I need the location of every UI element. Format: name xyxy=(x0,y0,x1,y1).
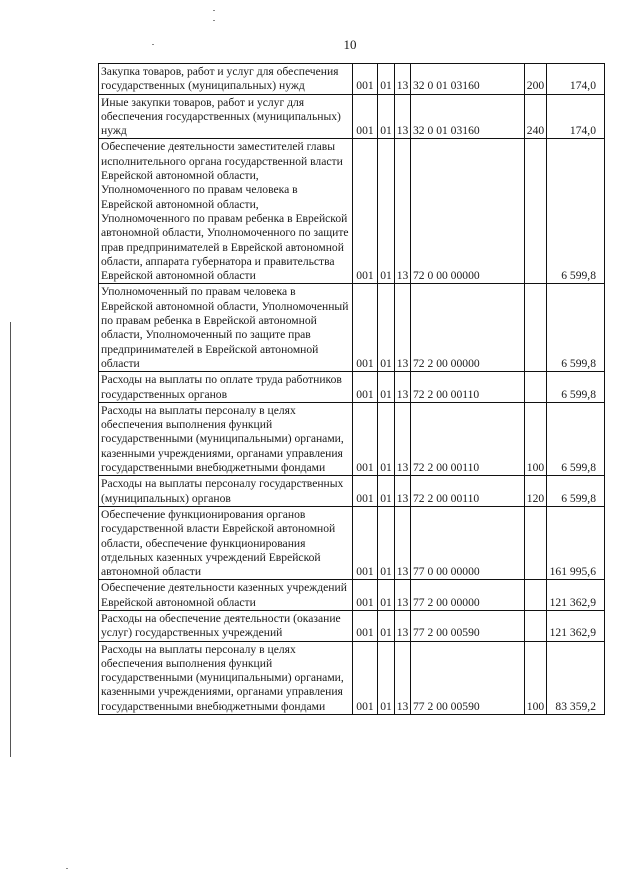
row-section-code: 01 xyxy=(378,402,395,475)
row-admin-code: 001 xyxy=(353,94,378,139)
table-row xyxy=(99,284,605,372)
budget-table xyxy=(98,63,605,715)
row-target-article: 72 2 00 00110 xyxy=(411,372,525,403)
row-amount: 121 362,9 xyxy=(547,610,605,641)
row-subsection-code: 13 xyxy=(395,284,411,372)
row-amount: 161 995,6 xyxy=(547,506,605,579)
row-target-article: 77 2 00 00590 xyxy=(411,641,525,714)
row-expense-type xyxy=(525,284,547,372)
row-admin-code: 001 xyxy=(353,506,378,579)
table-row xyxy=(99,610,605,641)
row-expense-type xyxy=(525,610,547,641)
row-amount: 174,0 xyxy=(547,94,605,139)
row-section-code: 01 xyxy=(378,610,395,641)
row-section-code: 01 xyxy=(378,64,395,95)
row-admin-code: 001 xyxy=(353,139,378,284)
row-expense-type xyxy=(525,580,547,611)
row-amount: 6 599,8 xyxy=(547,476,605,507)
table-row xyxy=(99,64,605,95)
row-section-code: 01 xyxy=(378,372,395,403)
row-subsection-code: 13 xyxy=(395,64,411,95)
row-section-code: 01 xyxy=(378,580,395,611)
table-row xyxy=(99,402,605,475)
scan-edge-line xyxy=(10,322,11,757)
row-name: Расходы на выплаты персоналу в целях обеспечения выполнения функций государственными (муниципальными) органами, казенными учреждениями, органами управления государственными внебюджетными фондами xyxy=(99,641,353,714)
row-section-code: 01 xyxy=(378,641,395,714)
row-admin-code: 001 xyxy=(353,580,378,611)
row-name: Обеспечение деятельности казенных учреждений Еврейской автономной области xyxy=(99,580,353,611)
table-row xyxy=(99,94,605,139)
row-expense-type xyxy=(525,506,547,579)
row-amount: 6 599,8 xyxy=(547,139,605,284)
row-admin-code: 001 xyxy=(353,610,378,641)
row-target-article: 32 0 01 03160 xyxy=(411,64,525,95)
row-target-article: 77 2 00 00590 xyxy=(411,610,525,641)
row-expense-type xyxy=(525,372,547,403)
row-section-code: 01 xyxy=(378,506,395,579)
row-name: Обеспечение деятельности заместителей главы исполнительного органа государственной власти Еврейской автономной области, Уполномоченного по правам человека в Еврейской автономной области, Уполномоченного по правам ребенка в Еврейской автономной области, Уполномоченного по защите прав предпринимателей в Еврейской автономной области, аппарата губернатора и правительства Еврейской автономной области xyxy=(99,139,353,284)
row-admin-code: 001 xyxy=(353,284,378,372)
row-section-code: 01 xyxy=(378,284,395,372)
row-admin-code: 001 xyxy=(353,476,378,507)
row-amount: 121 362,9 xyxy=(547,580,605,611)
row-target-article: 72 2 00 00110 xyxy=(411,476,525,507)
row-subsection-code: 13 xyxy=(395,139,411,284)
row-amount: 6 599,8 xyxy=(547,284,605,372)
table-row xyxy=(99,476,605,507)
row-expense-type: 120 xyxy=(525,476,547,507)
row-admin-code: 001 xyxy=(353,641,378,714)
row-target-article: 72 2 00 00110 xyxy=(411,402,525,475)
row-admin-code: 001 xyxy=(353,402,378,475)
row-name: Обеспечение функционирования органов государственной власти Еврейской автономной области, обеспечение функционирования отдельных казенных учреждений Еврейской автономной области xyxy=(99,506,353,579)
row-expense-type: 240 xyxy=(525,94,547,139)
row-expense-type: 100 xyxy=(525,402,547,475)
row-name: Уполномоченный по правам человека в Еврейской автономной области, Уполномоченный по правам ребенка в Еврейской автономной области, Уполномоченный по защите прав предпринимателей в Еврейской автономной области xyxy=(99,284,353,372)
scan-speck xyxy=(152,44,154,45)
row-expense-type: 200 xyxy=(525,64,547,95)
row-amount: 174,0 xyxy=(547,64,605,95)
row-target-article: 77 2 00 00000 xyxy=(411,580,525,611)
row-subsection-code: 13 xyxy=(395,506,411,579)
table-row xyxy=(99,641,605,714)
row-target-article: 32 0 01 03160 xyxy=(411,94,525,139)
row-target-article: 77 0 00 00000 xyxy=(411,506,525,579)
row-subsection-code: 13 xyxy=(395,94,411,139)
row-amount: 6 599,8 xyxy=(547,372,605,403)
row-subsection-code: 13 xyxy=(395,372,411,403)
row-subsection-code: 13 xyxy=(395,641,411,714)
row-section-code: 01 xyxy=(378,139,395,284)
table-row xyxy=(99,506,605,579)
row-name: Закупка товаров, работ и услуг для обеспечения государственных (муниципальных) нужд xyxy=(99,64,353,95)
row-subsection-code: 13 xyxy=(395,476,411,507)
row-expense-type: 100 xyxy=(525,641,547,714)
row-subsection-code: 13 xyxy=(395,402,411,475)
row-admin-code: 001 xyxy=(353,372,378,403)
row-amount: 6 599,8 xyxy=(547,402,605,475)
scan-speck xyxy=(66,868,68,869)
row-section-code: 01 xyxy=(378,94,395,139)
scan-speck xyxy=(213,10,215,11)
row-name: Расходы на обеспечение деятельности (оказание услуг) государственных учреждений xyxy=(99,610,353,641)
row-name: Иные закупки товаров, работ и услуг для обеспечения государственных (муниципальных) нужд xyxy=(99,94,353,139)
row-expense-type xyxy=(525,139,547,284)
row-name: Расходы на выплаты по оплате труда работников государственных органов xyxy=(99,372,353,403)
row-amount: 83 359,2 xyxy=(547,641,605,714)
scan-speck xyxy=(213,20,215,21)
row-subsection-code: 13 xyxy=(395,610,411,641)
row-name: Расходы на выплаты персоналу государственных (муниципальных) органов xyxy=(99,476,353,507)
table-row xyxy=(99,372,605,403)
table-row xyxy=(99,139,605,284)
table-row xyxy=(99,580,605,611)
page-number: 10 xyxy=(343,37,357,52)
row-admin-code: 001 xyxy=(353,64,378,95)
row-target-article: 72 0 00 00000 xyxy=(411,139,525,284)
row-target-article: 72 2 00 00000 xyxy=(411,284,525,372)
row-subsection-code: 13 xyxy=(395,580,411,611)
row-section-code: 01 xyxy=(378,476,395,507)
row-name: Расходы на выплаты персоналу в целях обеспечения выполнения функций государственными (муниципальными) органами, казенными учреждениями, органами управления государственными внебюджетными фондами xyxy=(99,402,353,475)
